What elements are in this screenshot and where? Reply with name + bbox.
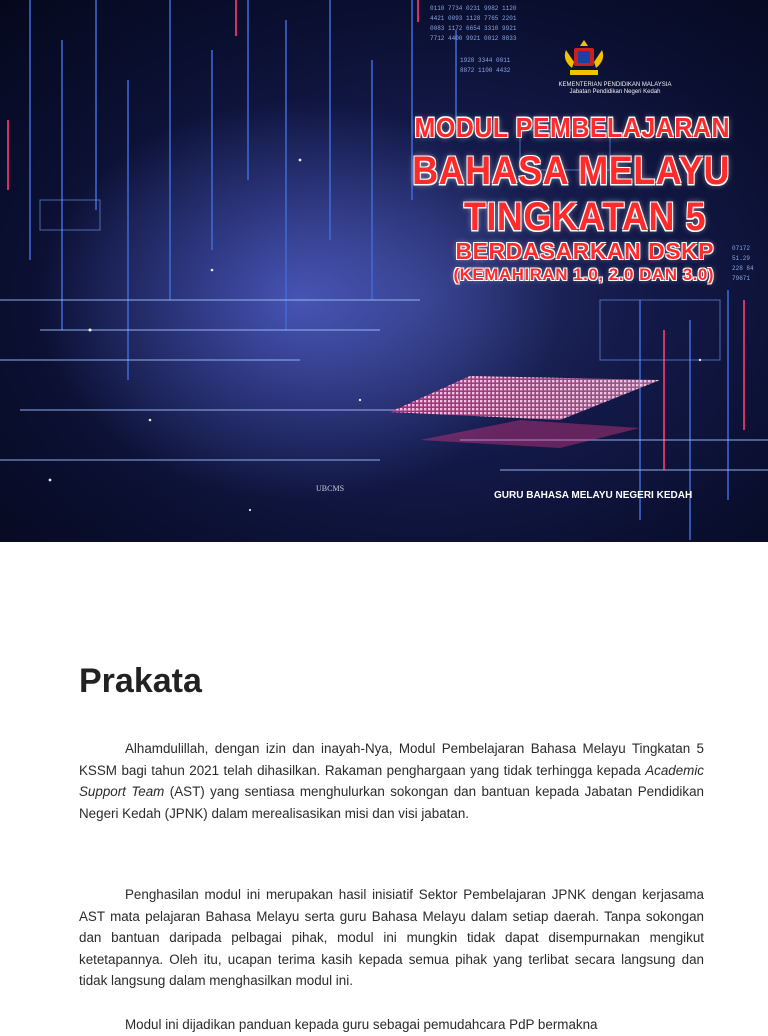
cover-skills-note: (KEMAHIRAN 1.0, 2.0 DAN 3.0) (453, 265, 714, 284)
preface-page (0, 542, 768, 1032)
preface-paragraph-2: Penghasilan modul ini merupakan hasil inisiatif Sektor Pembelajaran JPNK dengan kerjasama AST mata pelajaran Bahasa Melayu serta guru Bahasa Melayu dalam setiap daerah. Tanpa sokongan dan bantuan daripada pelbagai pihak, modul ini mungkin tidak dapat disempurnakan mengikut ketetapannya. Oleh itu, ucapan terima kasih kepada semua pihak yang terlibat secara langsung dan tidak langsung dalam menghasilkan modul ini. (79, 887, 704, 988)
svg-text:228 84: 228 84 (732, 265, 754, 272)
state-department-name: Jabatan Pendidikan Negeri Kedah (569, 89, 661, 95)
preface-paragraph-3: Modul ini dijadikan panduan kepada guru sebagai pemudahcara PdP bermakna (125, 1017, 598, 1032)
brand-mark: UBCMS (316, 484, 345, 493)
paragraph-1-text-b: (AST) yang sentiasa menghulurkan sokongan dan bantuan kepada Jabatan Pendidikan Negeri Kedah (JPNK) dalam merealisasikan misi dan visi jabatan. (79, 784, 704, 821)
cover-subtitle: BERDASARKAN DSKP (455, 238, 714, 264)
preface-paragraph-1 (79, 738, 704, 824)
svg-text:4421 0093 1128 7765 2201: 4421 0093 1128 7765 2201 (430, 15, 517, 22)
malaysia-crest-icon (560, 38, 608, 82)
svg-text:51.29: 51.29 (732, 255, 751, 262)
paragraph-1-italic-term: Academic Support Team (79, 762, 704, 799)
svg-text:7712 4400 9921 0012 8833: 7712 4400 9921 0012 8833 (430, 35, 517, 42)
cover-title-line-2: BAHASA MELAYU (412, 147, 730, 193)
page-heading: Prakata (79, 662, 202, 700)
svg-text:1928 3344 0011: 1928 3344 0011 (460, 57, 511, 64)
ministry-name: KEMENTERIAN PENDIDIKAN MALAYSIA (558, 82, 672, 88)
cover-author: GURU BAHASA MELAYU NEGERI KEDAH (494, 490, 693, 501)
ministry-label (540, 82, 690, 96)
cover-title-line-3: TINGKATAN 5 (463, 193, 706, 239)
svg-text:0083 1172 6654 3310 9921: 0083 1172 6654 3310 9921 (430, 25, 517, 32)
svg-text:0110 7734 0231 9982 1120: 0110 7734 0231 9982 1120 (430, 5, 517, 12)
paragraph-1-text-a: Alhamdulillah, dengan izin dan inayah-Nya, Modul Pembelajaran Bahasa Melayu Tingkatan 5 KSSM bagi tahun 2021 telah dihasilkan. Rakaman penghargaan yang tidak terhingga kepada (79, 741, 704, 778)
svg-text:8872 1100 4432: 8872 1100 4432 (460, 67, 511, 74)
svg-text:07172: 07172 (732, 245, 751, 252)
svg-text:79671: 79671 (732, 275, 751, 282)
cover-title-line-1: MODUL PEMBELAJARAN (414, 112, 730, 144)
